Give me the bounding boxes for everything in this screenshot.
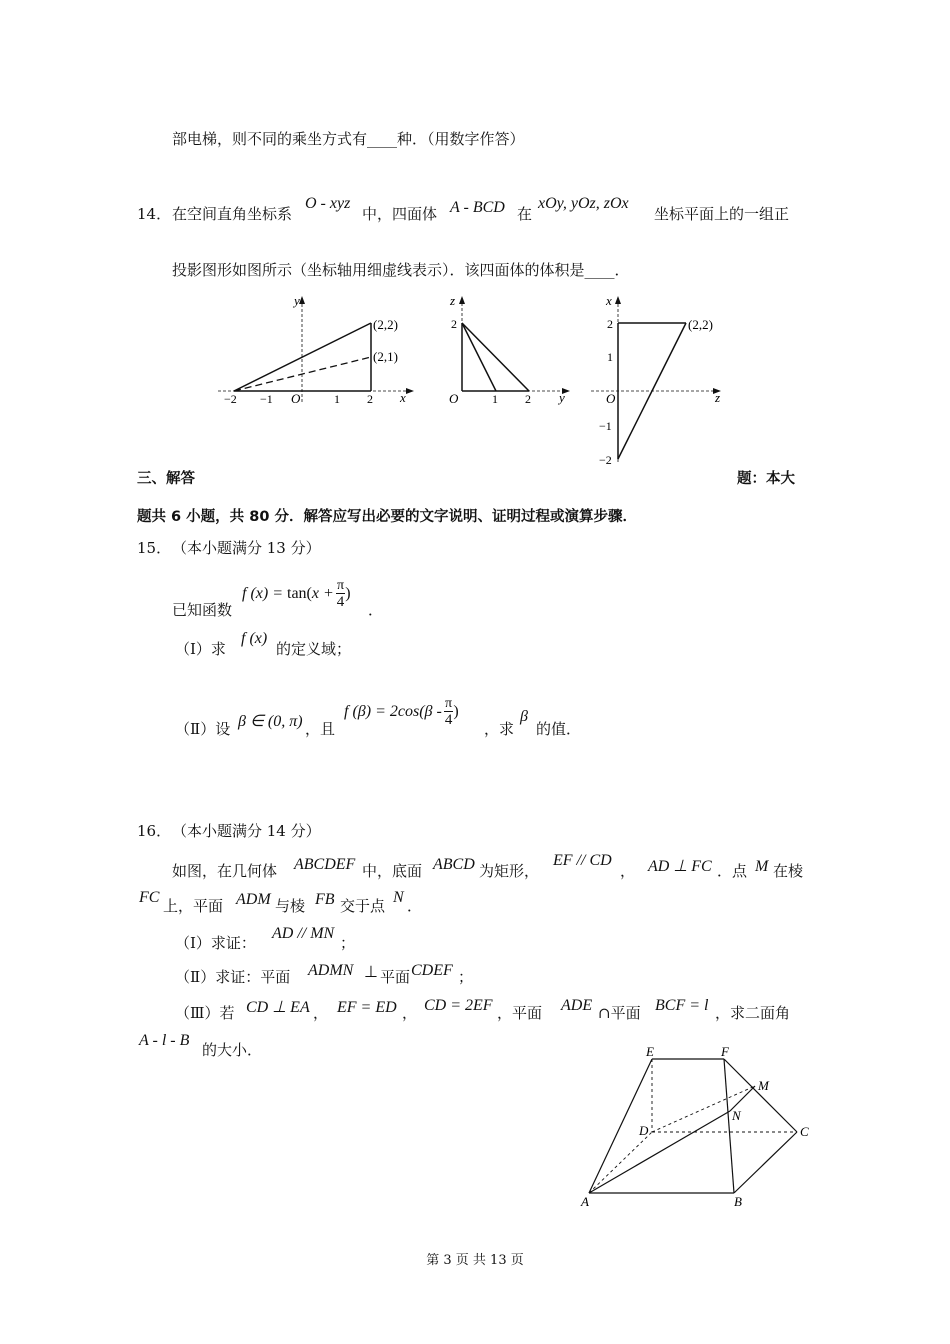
func-x: x + — [311, 585, 334, 602]
section-instructions: 题共 6 小题，共 80 分．解答应写出必要的文字说明、证明过程或演算步骤． — [137, 509, 637, 525]
q16-math: A - l - B — [139, 1032, 190, 1049]
vertical-axis-label: x — [606, 293, 612, 308]
fraction-denominator: 4 — [336, 593, 345, 610]
q16-number: 16． — [137, 822, 172, 840]
q16-text: 的大小． — [202, 1041, 263, 1059]
q15-part2-end: 的值． — [536, 720, 582, 738]
q15-intro: 已知函数 — [172, 601, 233, 619]
projection-zox-figure — [585, 290, 730, 470]
y-axis-arrow-icon — [299, 296, 305, 304]
q16-text: 与棱 — [275, 897, 306, 915]
eq-close: ) — [453, 703, 459, 720]
q15-part1-label: （Ⅰ）求 — [175, 640, 226, 658]
q14-text-1: 在空间直角坐标系 — [172, 205, 293, 223]
edge-BC — [734, 1132, 797, 1193]
tick-label: −2 — [599, 453, 612, 467]
origin-label: O — [606, 391, 616, 406]
vertical-axis-arrow-icon — [615, 296, 621, 304]
q16-text: ． — [407, 897, 423, 915]
q14-number: 14． — [137, 205, 172, 223]
q14-planes: xOy, yOz, zOx — [538, 195, 629, 212]
q15-part2-mid: ，且 — [305, 720, 336, 738]
vertex-label: E — [646, 1044, 654, 1059]
fraction-numerator: π — [336, 577, 345, 593]
vertex-label: F — [721, 1044, 729, 1059]
q15-intro-end: ． — [368, 601, 384, 619]
point-label: (2,2) — [373, 317, 398, 332]
q15-part2-equation — [344, 690, 459, 734]
q14-coord-system: O - xyz — [305, 195, 351, 212]
eq-fraction — [444, 697, 454, 728]
eq-lhs: f (β) = 2cos(β - — [344, 703, 442, 720]
origin-label: O — [449, 391, 459, 406]
x-axis-arrow-icon — [406, 388, 414, 394]
q16-math: BCF = l — [655, 997, 709, 1014]
q16-score: （本小题满分 14 分） — [172, 822, 321, 840]
q15-part2-ask: ，求 — [484, 720, 515, 738]
q16-part1-end: ； — [340, 934, 356, 952]
func-tan: tan( — [287, 585, 312, 602]
q15-score: （本小题满分 13 分） — [172, 539, 321, 557]
segment-hypotenuse — [462, 323, 529, 391]
point-label: (2,1) — [373, 349, 398, 364]
vertex-label: D — [639, 1123, 649, 1138]
q16-text: 中，底面 — [362, 862, 423, 880]
vertex-label: A — [581, 1194, 589, 1209]
q16-math: ABCD — [433, 856, 475, 873]
q16-math: FC — [139, 889, 160, 906]
q16-text: ，求二面角 — [715, 1004, 791, 1022]
q16-math: EF // CD — [553, 852, 612, 869]
q16-math: CDEF — [411, 962, 453, 979]
q16-part3-label: （Ⅲ）若 — [175, 1004, 235, 1022]
horizontal-axis-label: z — [715, 390, 721, 405]
q15-part1-f: f (x) — [241, 630, 268, 647]
q16-math: ADMN — [308, 962, 354, 979]
vertex-label: N — [732, 1108, 741, 1123]
q16-part1-label: （Ⅰ）求证： — [175, 934, 256, 952]
vertex-label: M — [758, 1078, 769, 1093]
q15-number: 15． — [137, 539, 172, 557]
q16-text: ，平面 — [497, 1004, 543, 1022]
q16-text: 平面 — [380, 968, 411, 986]
page-footer: 第 3 页 共 13 页 — [426, 1253, 524, 1268]
q16-math: CD = 2EF — [424, 997, 493, 1014]
tick-label: 1 — [334, 392, 340, 406]
tick-label: 2 — [525, 392, 531, 406]
q16-math: EF = ED — [337, 999, 397, 1016]
q14-tetrahedron: A - BCD — [450, 199, 505, 216]
q16-text: 交于点 — [340, 897, 386, 915]
q16-text: 上，平面 — [163, 897, 224, 915]
q16-text: ， — [402, 1004, 418, 1022]
q15-part2-label: （Ⅱ）设 — [175, 720, 231, 738]
q15-part2-beta: β — [520, 708, 528, 725]
func-fraction — [336, 579, 346, 610]
q16-math: M — [755, 858, 769, 875]
q16-math: N — [393, 889, 404, 906]
tick-label: 2 — [607, 317, 613, 331]
q16-math: FB — [315, 891, 335, 908]
q16-text: 在棱 — [773, 862, 804, 880]
q15-part1-end: 的定义域； — [276, 640, 352, 658]
section-heading: 三、解答 — [137, 471, 195, 487]
q15-part2-condition: β ∈ (0, π) — [238, 713, 303, 730]
func-lhs: f (x) = — [242, 585, 283, 602]
q16-text: ； — [458, 968, 474, 986]
q16-text: 如图，在几何体 — [172, 862, 278, 880]
tick-label: 2 — [367, 392, 373, 406]
vertical-axis-arrow-icon — [459, 296, 465, 304]
fraction-denominator: 4 — [444, 711, 453, 728]
horizontal-axis-label: y — [559, 390, 565, 405]
q16-math: ⊥ — [364, 964, 378, 981]
segment-inner — [462, 323, 496, 391]
continued-text: 部电梯，则不同的乘坐方式有____种．（用数字作答） — [172, 130, 525, 148]
q14-text-4: 坐标平面上的一组正 — [654, 205, 790, 223]
solid-geometry-figure — [575, 1040, 825, 1215]
q16-math: ADE — [561, 997, 593, 1014]
segment-to-2-1-dashed — [234, 357, 371, 391]
q14-text-2: 中，四面体 — [362, 205, 438, 223]
q14-text-3: 在 — [517, 205, 533, 223]
edge-AN — [589, 1111, 730, 1193]
edge-FB — [724, 1059, 734, 1193]
tick-label: 1 — [492, 392, 498, 406]
q16-text: ．点 — [717, 862, 748, 880]
q16-text: 为矩形， — [479, 862, 540, 880]
origin-label: O — [291, 391, 301, 406]
q16-part2-label: （Ⅱ）求证：平面 — [175, 968, 291, 986]
q16-math: AD ⊥ FC — [648, 858, 712, 875]
q16-math: CD ⊥ EA — [246, 999, 310, 1016]
q14-text-line2: 投影图形如图所示（坐标轴用细虚线表示）．该四面体的体积是____． — [172, 261, 630, 279]
point-label: (2,2) — [688, 317, 713, 332]
q16-text: ， — [313, 1004, 329, 1022]
x-axis-label: x — [400, 390, 406, 405]
segment-to-2-2 — [234, 323, 371, 391]
q16-text: ， — [620, 862, 636, 880]
q16-part1-expr: AD // MN — [272, 925, 335, 942]
tick-label: 1 — [607, 350, 613, 364]
vertex-label: B — [734, 1194, 742, 1209]
vertex-label: C — [800, 1124, 809, 1139]
y-axis-label: y — [294, 293, 300, 308]
section-heading-right: 题：本大 — [737, 471, 795, 487]
tick-label: 2 — [451, 317, 457, 331]
tick-label: −1 — [260, 392, 273, 406]
tick-label: −2 — [224, 392, 237, 406]
q16-math: ABCDEF — [294, 856, 356, 873]
func-close: ) — [345, 585, 351, 602]
q15-function-formula — [242, 572, 351, 616]
fraction-numerator: π — [445, 695, 453, 711]
q16-math: ADM — [236, 891, 271, 908]
projection-yoz-figure — [440, 290, 575, 410]
tick-label: −1 — [599, 419, 612, 433]
projection-xoy-figure — [210, 290, 420, 410]
q16-text: ∩平面 — [598, 1004, 641, 1022]
vertical-axis-label: z — [450, 293, 456, 308]
